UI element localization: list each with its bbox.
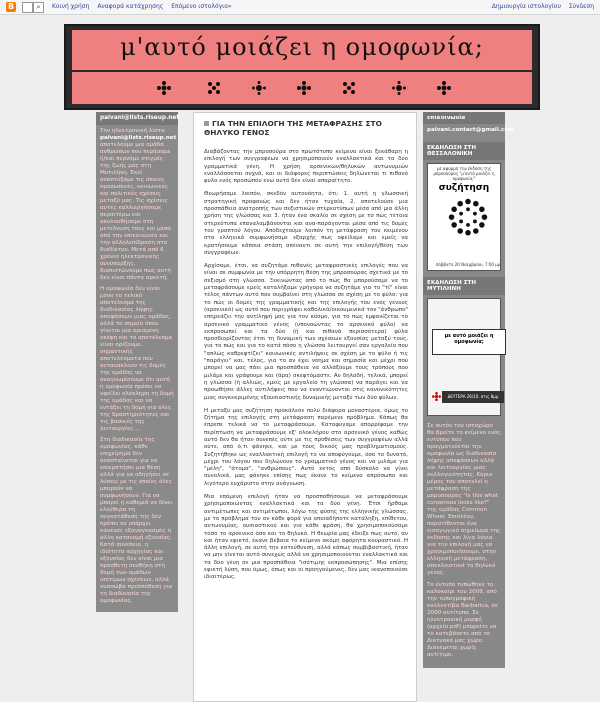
flower-ring-icon — [442, 196, 494, 240]
consensus-quote-2: Στη διαδικασία της ομοφωνίας, κάθε επιχείρημα δεν ανασταίνεται για να επικρατήσει μια θέση αλλά για να οδηγήσει σε λύσεις με τις οποίες όλες μπορούν να συμφωνήσουν. Για να μπορεί η καθεμιά να δίνει ελεύθερα τη συγκατάθεσή της δεν πρέπει να υπάρχει κανένας εξαναγκασμός ή άλλη κατανομή εξουσίας. Κατά συνέπεια, η ιδιότητα αρχηγίας και εξουσίας δεν είναι μια πρόσθετη συνθήκη στη δομή των ομάδων ισότιμων σχέσεων, αλλά συσσώβα προϋπόθεση για τη διαδικασία της ομοφωνίας. — [100, 437, 173, 604]
create-blog-link[interactable]: Δημιουργία ιστολογίου — [491, 3, 561, 10]
about-text — [423, 419, 505, 668]
about-paragraph-1: Σε αυτόν τον ιστοχώρο θα βρείτε το κείμενο ενός εντύπου που πραγματεύεται την ομοφωνία ως διαδικασία λήψης αποφάσεων αλλά και λειτουργίας μιας συλλογικότητας. Κύριο μέρος του αποτελεί η μετάφραση της μπροσούρας "Is this what consensus looks like?" της ομάδας Common Wheel. Επιπλέον, παρατίθενται ένα εισαγωγικό σημείωμα της έκδοσης και λίγα λόγια για την επιλογή μας να χρησιμοποιήσουμε, στην ελληνική μετάφραση, αποκλειστικά το θηλυκό γένος. — [427, 423, 501, 576]
right-sidebar — [423, 112, 514, 668]
post-body — [204, 149, 408, 588]
blogger-logo-icon[interactable]: B — [7, 2, 15, 11]
search-icon[interactable]: ⌕ — [33, 2, 44, 13]
contact-title: επικοινωνία — [423, 112, 505, 124]
header-title-band — [72, 30, 532, 70]
next-blog-link[interactable]: Επόμενο ιστολόγιο» — [171, 3, 232, 10]
flower-icon — [297, 81, 311, 95]
flower-icon — [392, 81, 406, 95]
left-sidebar — [96, 112, 178, 612]
post-paragraph: Η μεταξύ μας συζήτηση προκάλεσε πολύ διάφορα μοναστέρια, όμως το ζήτημα της επιλογής στη μετάφραση παρέμενε πρόβλημα. Κάπως θα έπρεπε τελικά να το μεταφράσουμε. Καταφύγαμε απορρίψαμε την περίπτωση να μεταφράσουμε εξ' ολοκλήρου στο αρσενικό γένος καθώς αυτό δεν θα ήταν συνεπές ούτε με τις προθέσεις των συγγραφέων αλλά ούτε, από ό,τι φάνηκε, και με τους δικούς μας προβληματισμούς. Συζητήθηκε ως εναλλακτική επιλογή το να αποφύγουμε, όσο το δυνατό, μέχρι του λόγου που δηλώνουν το γραμματικό γένος και να μιλάμε για "μέλη", "άτομα", "ανθρώπους". Αυτό εκτός από δύσκολο να γίνει συνολικά, μας φάνηκε επίσης πως έκανε το κείμενο απρόσωπο και λιγότερο ευχάριστο στην ανάγνωση. — [204, 407, 408, 487]
post-title-text[interactable]: ΓΙΑ ΤΗΝ ΕΠΙΛΟΓΗ ΤΗΣ ΜΕΤΑΦΡΑΣΗΣ ΣΤΟ ΘΗΛΥΚΟ ΓΕΝΟΣ — [204, 119, 382, 137]
about-paragraph-2: Το έντυπο τυπώθηκε το καλοκαίρι του 2009, από την τυπογραφική κολλεκτίβα Barbarica, σε 2000 αντίτυπα. Σε ηλεκτρονική μορφή (αρχείο pdf) μπορείτε να το κατεβάσετε από το Δικτυακό μας χώρο. Διανέμεται χωρίς αντίτιμο. — [427, 582, 498, 658]
post-paragraph: Μια επόμενη επιλογή ήταν να προσπαθήσουμε να μεταφράσουμε χρησιμοποιώντας εναλλακτικά και τα δύο γένη. Έτσι ήρθαμε αντιμέτωπες και αντιμέτωποι, λόγω της φύσης της ελληνικής γλώσσας, με το πρόβλημα του αν κάθε φορά για οποιαδήποτε κατάληξη, επίθετου, αντωνυμίας, ουσιαστικού και για κάθε φράση, θα χρησιμοποιούσαμε τόσο το αρσενικό όσο και το θηλυκό. Η θεωρία μας έδειξε πως αυτό, αν και ήταν εφικτό, έκανε βέβαια το κείμενο ακόμη αφόρητα κουραστικό. Η άλλη επιλογή, σε αυτή την κατεύθυνση, αλλά κάπως συμβιβαστική, ήταν να μην γίνεται αυτό συνεχώς αλλά να χρησιμοποιούνται εναλλακτικά και τα δύο γένη σε μια προσπάθεια "ισότιμης εκπροσώπησης". Μια επίσης εφικτή λύση, που όμως, όπως και οι προηγούμενες, δεν μας ικανοποιούσε ιδιαιτέρως. — [204, 494, 408, 581]
post-paragraph: Αρχίσαμε, έτσι, να συζητάμε πιθανές μεταφραστικές επιλογές που να είναι σε συμφωνία με την υπόρρητη θέση της μπροσούρας σχετικά με το σεξισμό στη γλώσσα. Ξεκινώντας από το πώς θα μπορούσαμε να το μεταφράσουμε εμείς καταλήξαμε γρήγορα να συζητάμε για το "τί" είναι τέλος πάντων αυτό που συμβαίνει στη γλώσσα σε σχέση με το φύλο: για το πώς οι δομές της γραμματικής και της επιλογής του ενός γένους (αρσενικό) ως αυτό που περιγράφει καθολικά/οικουμενικά τον "άνθρωπο" επηρεάζει την αντίληψή μας για τον κόσμο, για το πώς εμφανίζεται το αρσενικό γραμματικό γένος (υπονοώντας το αρσενικό φύλο) να εκπροσωπεί και τα δύο (ή και πιθανά περισσότερα) φύλα προσδιορίζοντας έτσι τη δυναμική των σχέσεων εξουσίας μεταξύ τους, για το πώς και για το κατά πόσο η γλώσσα λειτουργεί σαν εργαλείο που "απλώς καθρεφτίζει" κοινωνικές αντιλήψεις σε σχέση με το φύλο ή τις "παράγει" και, τέλος, για το αν έχει νόημα και σημασία και μέχρι πού μπορεί να μας πάει μια προσπάθεια να αλλάξουμε τους τρόπους που μιλάμε και γράφουμε και (άρα) σκεφτόμαστε. Αν δηλαδή, τελικά, μπορεί η γλώσσα (ή αλλιώς, εμείς με εργαλείο τη γλώσσα) να παράγει και να προωθήσει άλλες αντιλήψεις που να εναντιώνονται στις κανονικότητες μιας συγκεκριμένης εξουσιαστικής δυναμικής μεταξύ των δύο φύλων. — [204, 263, 408, 401]
post-paragraph: Διαβάζοντας την μπροσούρα στο πρωτότυπο κείμενο είναι ξεκάθαρη η επιλογή των συγγραφέων να χρησιμοποιούν εναλλακτικά και τα δύο γραμματικά γένη. Η χρήση αρσενικών/θηλυκών αντωνυμιών εναλλάσσεται συχνά, και οι διάφορες περιπτώσεις δηλώνεται τι πιθανό φύλο ενός προσώπου ενώ αυτό δεν είναι απαραίτητο. — [204, 149, 408, 185]
left-sidebar-title: paivani@lists.riseup.net — [96, 112, 178, 125]
sign-in-link[interactable]: Σύνδεση — [568, 3, 594, 10]
blog-title[interactable]: μ'αυτό μοιάζει η ομοφωνία; — [120, 33, 484, 61]
search-checkbox[interactable] — [22, 2, 33, 13]
event-thessaloniki-title: ΕΚΔΗΛΩΣΗ ΣΤΗ ΘΕΣΣΑΛΟΝΙΚΗ — [423, 142, 505, 160]
flower-icon — [252, 81, 266, 95]
post-title[interactable] — [204, 119, 409, 137]
blog-header — [64, 24, 540, 110]
intro-text-c: αποτελούμε μια ομάδα ανθρώπων που περάσαμε ή/και περνάμε στιγμές της ζωής μας στη Μυτιλήνη. Εκεί αναπτύξαμε τις όποιες προσωπικές, κοινωνικές και πολιτικές σχέσεις μεταξύ μας. Τις σχέσεις αυτές καλλιεργήσαμε περαιτέρω και ακολουθήσαμε στη μετέλευση τους και μέσα από την επικοινωνία και την αλληλεπίδραση στο διαδίκτυο. Μετά από 6 χρόνια ηλεκτρονικής συνύπαρξης, διαπιστώνουμε πως αυτή δεν είναι πάντα αρκετή. — [100, 142, 171, 281]
event-thessaloniki-poster[interactable] — [427, 163, 501, 271]
poster-caption: με αφορμή την έκδοση της μπροσούρας "μ'αυτό μοιάζει η ομοφωνία;" — [433, 166, 495, 181]
poster-heading: με αυτό μοιάζει η ομοφωνία; — [444, 333, 494, 345]
post-paragraph: Θεωρήσαμε λοιπόν, σκεδόν αυτονόητα, ότι: 1. αυτή η γλωσσική στρατηγική προφανώς και δεν ήταν τυχαία, 2. αποτελούσε μια προσπάθεια ανατροπής των σεξιστικών στερεοτύπων μέσα από μια άλλη χρήση της γλώσσας και 3. ήταν ένα σκαλίο σε σχέση με το πώς τέτοια στερεότυπα επαναλαμβάνονται και ανα-παράγονται μέσα από τις δομές του γραπτού λόγου. Αποδεχτούμε λοιπόν τη μετάφραση του κειμένου στα ελληνικά συμφωνήσαμε εξαρχής πως οφείλαμε και εμείς να κρατήσουμε κάποια στάση απέναντι σε αυτή την επιλογή/θέση των συγγραφέων. — [204, 191, 408, 256]
bullet-square-icon — [204, 121, 209, 126]
list-email-link[interactable]: paivani@lists.riseup.net — [100, 135, 177, 141]
flower-icon — [432, 392, 441, 401]
contact-email[interactable]: paivani.contact@gmail.com — [427, 127, 514, 133]
left-sidebar-text — [96, 125, 178, 612]
flower-icon — [207, 81, 221, 95]
post-container — [193, 112, 417, 702]
poster-heading: συζήτηση — [438, 183, 490, 193]
report-abuse-link[interactable]: Αναφορά κατάχρησης — [97, 3, 164, 10]
event-mytilene-poster[interactable] — [427, 298, 501, 416]
intro-text-a: Την ηλεκτρονική λίστα — [100, 128, 165, 134]
flower-icon — [157, 81, 171, 95]
flower-icon — [342, 81, 356, 95]
share-link[interactable]: Κοινή χρήση — [52, 3, 90, 10]
consensus-quote-1: Η ομοφωνία δεν είναι μόνο το τελικό αποτέλεσμα της διαδικασίας λήψης αποφάσεων μιας ομάδας, αλλά το σημείο όπου γίνεται μια ορισμένη σκέψη και το αποτέλεσμα είναι ορίζουμε, σημαντικής αποτελέσματα που αντανακλούν τις δομές της ομάδας να αναγνωρίσουμε ότι αυτή η ομοφωνία πρέπει να οφείλει ολόκληρη τη δομή της ομάδας και να εντάξει τη δομή για όλες της δραστηριότητες και τις βασικές της λειτουργίες ... — [100, 286, 174, 432]
header-flower-band — [72, 72, 532, 104]
event-mytilene-title: ΕΚΔΗΛΩΣΗ ΣΤΗ ΜΥΤΙΛΗΝΗ — [423, 277, 505, 295]
blogger-navbar — [0, 0, 600, 15]
poster-banner — [432, 329, 506, 355]
poster-date: ΔΕΥΤΕΡΑ 26/10, στις 8μμ — [442, 391, 504, 403]
flower-icon — [437, 81, 451, 95]
poster-date: σάββατο 20 Νοεμβρίου, 7:00 μμ — [435, 262, 501, 267]
